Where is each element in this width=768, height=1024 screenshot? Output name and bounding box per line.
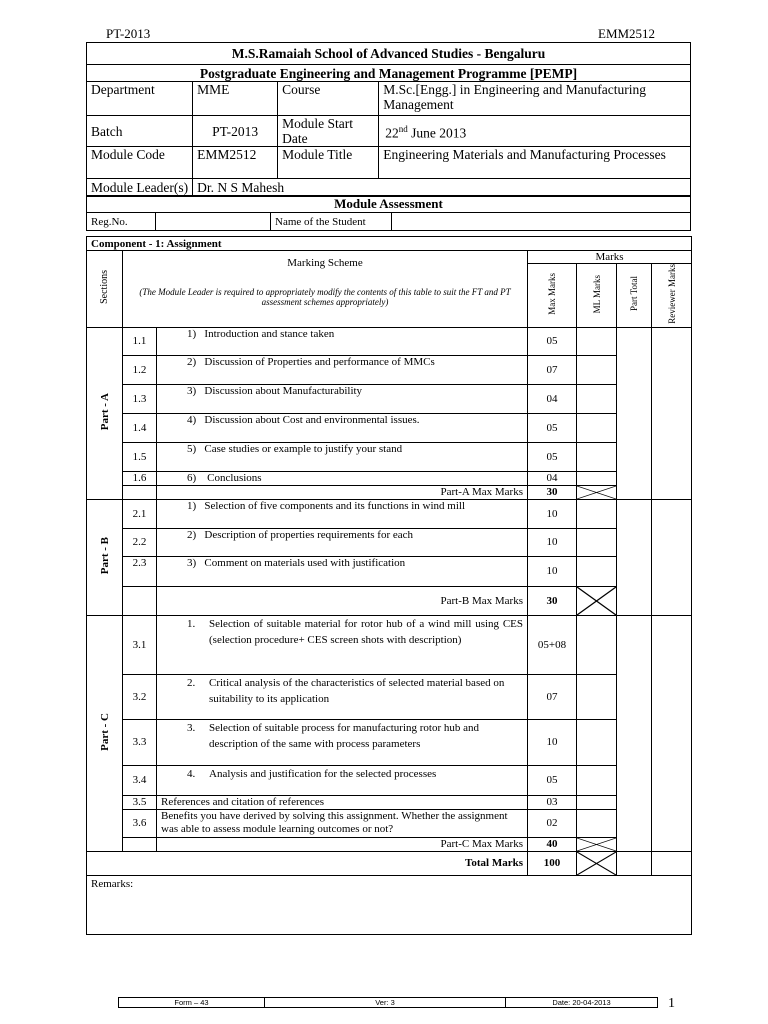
component-title: Component - 1: Assignment	[87, 237, 692, 251]
start-date-value: 22nd June 2013	[379, 116, 691, 147]
ml-mark-cell[interactable]	[577, 471, 617, 485]
part-b-reviewer-cell[interactable]	[652, 499, 692, 615]
sections-header: Sections	[87, 251, 123, 328]
ml-mark-cell[interactable]	[577, 442, 617, 471]
student-name-label: Name of the Student	[271, 213, 392, 231]
assessment-title: Module Assessment	[87, 196, 691, 213]
ml-mark-cell[interactable]	[577, 795, 617, 809]
ml-mark-cell[interactable]	[577, 528, 617, 556]
part-b-label: Part - B	[87, 499, 123, 615]
ml-mark-cell[interactable]	[577, 674, 617, 719]
ml-mark-cell[interactable]	[577, 765, 617, 795]
batch-label: Batch	[87, 116, 193, 147]
module-code-value: EMM2512	[193, 147, 278, 179]
table-row: 2.3 3) Comment on materials used with justification 10	[87, 556, 692, 586]
part-a-total: 30	[528, 485, 577, 499]
crossed-cell	[577, 586, 617, 615]
footer-date: Date: 20-04-2013	[506, 998, 658, 1008]
footer-version: Ver: 3	[265, 998, 506, 1008]
department-label: Department	[87, 82, 193, 116]
total-part-cell[interactable]	[617, 851, 652, 875]
ml-mark-cell[interactable]	[577, 556, 617, 586]
programme-name: Postgraduate Engineering and Management Programme [PEMP]	[87, 65, 691, 82]
part-c-total-cell[interactable]	[617, 615, 652, 851]
table-row: 3.5 References and citation of references 03	[87, 795, 692, 809]
part-b-total-label: Part-B Max Marks	[157, 586, 528, 615]
table-row: 1.5 5) Case studies or example to justify your stand 05	[87, 442, 692, 471]
table-row: 2.2 2) Description of properties requirements for each 10	[87, 528, 692, 556]
table-row: Part - C 3.1 1. Selection of suitable material for rotor hub of a wind mill using CES (selection procedure+ CES screen shots with description) 05+08	[87, 615, 692, 674]
footer-table	[118, 997, 658, 1008]
max-marks-header: Max Marks	[528, 264, 577, 328]
part-a-total-cell[interactable]	[617, 327, 652, 499]
header-module-code: EMM2512	[598, 26, 656, 41]
part-a-reviewer-cell[interactable]	[652, 327, 692, 499]
student-name-field[interactable]	[392, 213, 691, 231]
page-number: 1	[668, 996, 675, 1011]
marks-header: Marks	[528, 251, 692, 264]
table-row: 3.2 2. Critical analysis of the characteristics of selected material based on suitability to its application 07	[87, 674, 692, 719]
part-b-total-cell[interactable]	[617, 499, 652, 615]
module-title-value: Engineering Materials and Manufacturing Processes	[379, 147, 691, 179]
start-date-label: Module Start Date	[278, 116, 379, 147]
table-row: 1.2 2) Discussion of Properties and performance of MMCs 07	[87, 355, 692, 384]
ml-mark-cell[interactable]	[577, 413, 617, 442]
marking-scheme-note: (The Module Leader is required to appropriately modify the contents of this table to suit the FT and PT assessment schemes appropriately)	[139, 287, 511, 307]
part-c-reviewer-cell[interactable]	[652, 615, 692, 851]
ml-mark-cell[interactable]	[577, 327, 617, 355]
module-leader-label: Module Leader(s)	[87, 179, 193, 197]
module-leader-value: Dr. N S Mahesh	[193, 179, 691, 197]
total-reviewer-cell[interactable]	[652, 851, 692, 875]
batch-value: PT-2013	[193, 116, 278, 147]
ml-mark-cell[interactable]	[577, 615, 617, 674]
table-row: 1.3 3) Discussion about Manufacturability 04	[87, 384, 692, 413]
assessment-header-table	[86, 195, 691, 231]
part-c-total-row	[87, 837, 692, 851]
total-marks: 100	[528, 851, 577, 875]
crossed-cell	[577, 837, 617, 851]
reviewer-marks-header: Reviewer Marks	[652, 264, 692, 328]
module-title-label: Module Title	[278, 147, 379, 179]
table-row: 3.3 3. Selection of suitable process for manufacturing rotor hub and description of the same with process parameters 10	[87, 719, 692, 765]
department-value: MME	[193, 82, 278, 116]
header-batch: PT-2013	[106, 26, 151, 41]
part-c-label: Part - C	[87, 615, 123, 851]
remarks-row	[87, 875, 692, 934]
course-value: M.Sc.[Engg.] in Engineering and Manufacturing Management	[379, 82, 691, 116]
school-name: M.S.Ramaiah School of Advanced Studies - Bengaluru	[87, 43, 691, 65]
course-label: Course	[278, 82, 379, 116]
regno-label: Reg.No.	[87, 213, 156, 231]
ml-marks-header: ML Marks	[577, 264, 617, 328]
part-b-total-row	[87, 586, 692, 615]
marking-scheme-table	[86, 236, 692, 935]
part-a-label: Part - A	[87, 327, 123, 499]
module-code-label: Module Code	[87, 147, 193, 179]
ml-mark-cell[interactable]	[577, 499, 617, 528]
table-row: 3.4 4. Analysis and justification for the selected processes 05	[87, 765, 692, 795]
crossed-cell	[577, 851, 617, 875]
part-total-header: Part Total	[617, 264, 652, 328]
module-info-table	[86, 42, 691, 197]
marking-scheme-header: Marking Scheme (The Module Leader is required to appropriately modify the contents of this table to suit the FT and PT assessment schemes appropriately)	[123, 251, 528, 328]
part-c-total-label: Part-C Max Marks	[157, 837, 528, 851]
total-marks-label: Total Marks	[87, 851, 528, 875]
part-a-total-label: Part-A Max Marks	[157, 485, 528, 499]
table-row: 1.6 6) Conclusions 04	[87, 471, 692, 485]
regno-field[interactable]	[156, 213, 271, 231]
remarks-field[interactable]	[87, 875, 692, 934]
part-c-total: 40	[528, 837, 577, 851]
ml-mark-cell[interactable]	[577, 355, 617, 384]
ml-mark-cell[interactable]	[577, 384, 617, 413]
part-b-total: 30	[528, 586, 577, 615]
remarks-label: Remarks:	[91, 877, 134, 890]
ml-mark-cell[interactable]	[577, 809, 617, 837]
ml-mark-cell[interactable]	[577, 719, 617, 765]
table-row: 1.4 4) Discussion about Cost and environmental issues. 05	[87, 413, 692, 442]
table-row: 3.6 Benefits you have derived by solving this assignment. Whether the assignment was able to assess module learning outcomes or not? 02	[87, 809, 692, 837]
table-row: Part - B 2.1 1) Selection of five components and its functions in wind mill 10	[87, 499, 692, 528]
footer-form: Form – 43	[119, 998, 265, 1008]
crossed-cell	[577, 485, 617, 499]
part-a-total-row	[87, 485, 692, 499]
table-row: Part - A 1.1 1) Introduction and stance taken 05	[87, 327, 692, 355]
total-marks-row	[87, 851, 692, 875]
